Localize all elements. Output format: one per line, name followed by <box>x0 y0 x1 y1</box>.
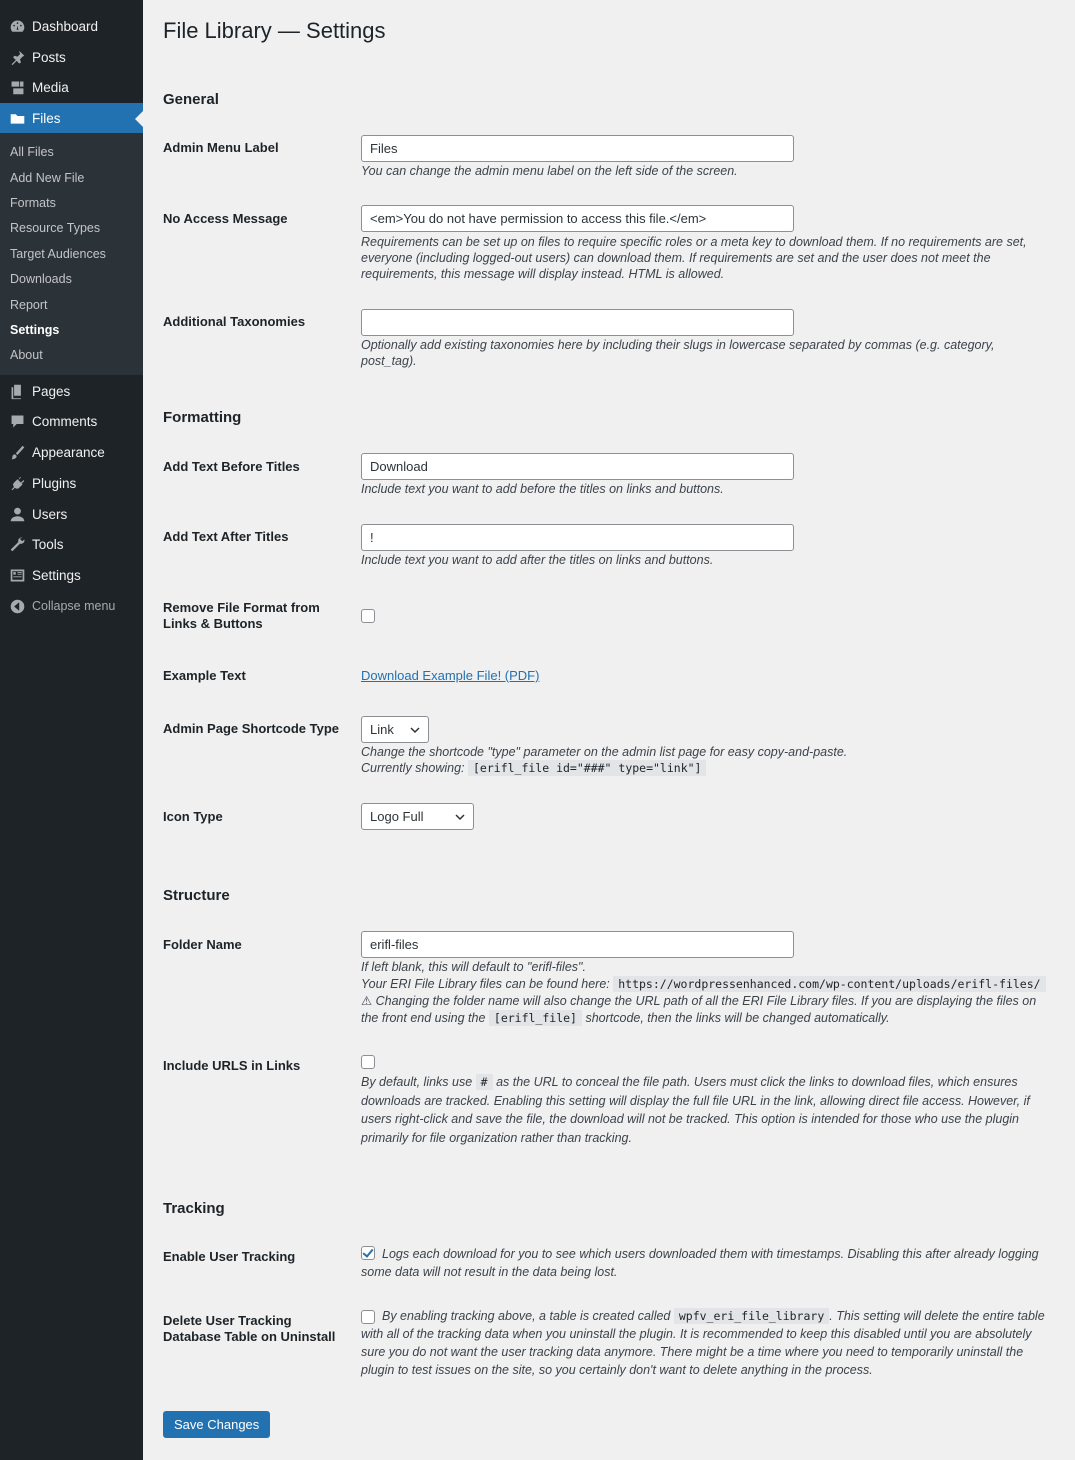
example-text-label: Example Text <box>163 668 246 683</box>
enable-tracking-label: Enable User Tracking <box>163 1249 296 1264</box>
enable-tracking-description: Logs each download for you to see which users downloaded them with timestamps. Disabling this after already logging some data will not result in the data being lost. <box>361 1247 1039 1279</box>
text-after-titles-description: Include text you want to add after the titles on links and buttons. <box>361 553 714 567</box>
no-access-message-input[interactable] <box>361 205 794 232</box>
icon-type-label: Icon Type <box>163 809 223 824</box>
table-name-code: wpfv_eri_file_library <box>674 1308 829 1324</box>
wrench-icon <box>8 535 26 553</box>
hash-code: # <box>476 1074 493 1090</box>
dashboard-icon <box>8 17 26 35</box>
submenu-resource-types[interactable]: Resource Types <box>10 221 101 235</box>
menu-label: Media <box>32 79 69 95</box>
text-before-titles-label: Add Text Before Titles <box>163 459 300 474</box>
page-title: File Library — Settings <box>163 18 386 43</box>
menu-label: Pages <box>32 383 71 399</box>
settings-icon <box>8 566 26 584</box>
chevron-down-icon <box>410 725 420 735</box>
delete-tracking-table-label: Delete User Tracking Database Table on Uninstall <box>163 1313 336 1344</box>
additional-taxonomies-label: Additional Taxonomies <box>163 314 306 329</box>
include-urls-checkbox[interactable] <box>361 1055 375 1069</box>
collapse-icon <box>8 597 26 615</box>
shortcode-type-label: Admin Page Shortcode Type <box>163 721 340 736</box>
menu-posts[interactable] <box>0 42 143 72</box>
remove-file-format-label: Remove File Format from Links & Buttons <box>163 600 320 631</box>
folder-warning-shortcode: [erifl_file] <box>489 1010 582 1026</box>
submenu-all-files[interactable]: All Files <box>10 145 54 159</box>
text-after-titles-label: Add Text After Titles <box>163 529 289 544</box>
shortcode-type-value: Link <box>370 722 394 737</box>
brush-icon <box>8 443 26 461</box>
menu-label: Settings <box>32 567 81 583</box>
menu-label: Plugins <box>32 475 77 491</box>
submenu-downloads[interactable]: Downloads <box>10 272 72 286</box>
remove-file-format-checkbox[interactable] <box>361 609 375 623</box>
collapse-menu-button[interactable] <box>0 591 143 621</box>
pages-icon <box>8 382 26 400</box>
no-access-message-description: Requirements can be set up on files to require specific roles or a meta key to download them. If no requirements are set, everyone (including logged-out users) can download them. If requirements are set and the user does not meet the requirements, this message will display instead. HTML is allowed. <box>361 235 1027 281</box>
admin-menu-label-label: Admin Menu Label <box>163 140 279 155</box>
comments-icon <box>8 412 26 430</box>
icon-type-value: Logo Full <box>370 809 424 824</box>
no-access-message-label: No Access Message <box>163 211 288 226</box>
plug-icon <box>8 474 26 492</box>
shortcode-type-desc-text: Change the shortcode "type" parameter on the admin list page for easy copy-and-paste. <box>361 745 848 759</box>
folder-warning-text-end: shortcode, then the links will be changed automatically. <box>585 1011 890 1025</box>
menu-label: Posts <box>32 49 66 65</box>
submenu-about[interactable]: About <box>10 348 43 362</box>
folder-location-text: Your ERI File Library files can be found here: <box>361 977 610 991</box>
download-example-link[interactable]: Download Example File! (PDF) <box>361 668 540 683</box>
user-icon <box>8 505 26 523</box>
menu-label: Files <box>32 110 61 126</box>
admin-sidebar <box>0 0 143 1460</box>
menu-settings[interactable] <box>0 560 143 590</box>
section-formatting-title: Formatting <box>163 409 242 426</box>
folder-name-description <box>361 959 1051 1027</box>
menu-label: Comments <box>32 413 98 429</box>
shortcode-type-select[interactable] <box>361 716 429 743</box>
menu-files[interactable] <box>0 103 143 133</box>
folder-name-label: Folder Name <box>163 937 242 952</box>
currently-showing-label: Currently showing: <box>361 761 465 775</box>
folder-url: https://wordpressenhanced.com/wp-content/uploads/erifl-files/ <box>613 976 1045 992</box>
menu-plugins[interactable] <box>0 468 143 498</box>
folder-name-input[interactable] <box>361 931 794 958</box>
delete-tracking-text-end: . This setting will delete the entire table with all of the tracking data when you uninstall the plugin. It is recommended to keep this disabled until you are absolutely sure you do not want the user tracking data anymore. There might be a time where you need to temporarily uninstall the plugin to test issues on the site, so you certainly don't want to delete anything in the process. <box>361 1309 1045 1377</box>
menu-pages[interactable] <box>0 376 143 406</box>
current-shortcode: [erifl_file id="###" type="link"] <box>468 760 706 776</box>
icon-type-select[interactable] <box>361 803 474 830</box>
submenu-settings[interactable]: Settings <box>10 323 60 337</box>
menu-label: Tools <box>32 536 64 552</box>
submenu-formats[interactable]: Formats <box>10 196 56 210</box>
chevron-down-icon <box>455 812 465 822</box>
files-submenu <box>0 133 143 375</box>
menu-dashboard[interactable] <box>0 11 143 41</box>
section-tracking-title: Tracking <box>163 1200 225 1217</box>
additional-taxonomies-description: Optionally add existing taxonomies here by including their slugs in lowercase separated by commas (e.g. category, post_tag). <box>361 338 995 368</box>
section-structure-title: Structure <box>163 887 230 904</box>
menu-label: Appearance <box>32 444 105 460</box>
shortcode-type-description <box>361 744 1051 776</box>
menu-appearance[interactable] <box>0 437 143 467</box>
folder-icon <box>8 109 26 127</box>
delete-tracking-text: By enabling tracking above, a table is created called <box>382 1309 671 1323</box>
text-before-titles-input[interactable] <box>361 453 794 480</box>
admin-menu-label-description: You can change the admin menu label on the left side of the screen. <box>361 164 738 178</box>
submenu-report[interactable]: Report <box>10 298 48 312</box>
include-urls-text-end: as the URL to conceal the file path. Users must click the links to download files, which ensures downloads are tracked. Enabling this setting will display the full file URL in the link, allowing direct file access. However, if users right-click and save the file, the download will not be tracked. This option is intended for those who use the plugin primarily for file organization rather than tracking. <box>361 1075 1030 1145</box>
text-before-titles-description: Include text you want to add before the titles on links and buttons. <box>361 482 724 496</box>
menu-media[interactable] <box>0 72 143 102</box>
menu-tools[interactable] <box>0 529 143 559</box>
menu-label: Dashboard <box>32 18 99 34</box>
submenu-target-audiences[interactable]: Target Audiences <box>10 247 106 261</box>
menu-users[interactable] <box>0 499 143 529</box>
pin-icon <box>8 48 26 66</box>
section-general-title: General <box>163 91 219 108</box>
delete-tracking-table-description <box>361 1307 1053 1379</box>
submenu-add-new-file[interactable]: Add New File <box>10 171 85 185</box>
menu-comments[interactable] <box>0 406 143 436</box>
collapse-label: Collapse menu <box>32 599 116 613</box>
include-urls-description <box>361 1073 1051 1147</box>
additional-taxonomies-input[interactable] <box>361 309 794 336</box>
include-urls-label: Include URLS in Links <box>163 1058 301 1073</box>
media-icon <box>8 78 26 96</box>
folder-default-text: If left blank, this will default to "erifl-files". <box>361 960 586 974</box>
admin-menu-label-input[interactable] <box>361 135 794 162</box>
menu-label: Users <box>32 506 68 522</box>
folder-warning-text: ⚠ Changing the folder name will also change the URL path of all the ERI File Library files. If you are displaying the files on the front end using the <box>361 994 1037 1025</box>
save-changes-button[interactable]: Save Changes <box>163 1411 270 1438</box>
text-after-titles-input[interactable] <box>361 524 794 551</box>
include-urls-text: By default, links use <box>361 1075 473 1089</box>
